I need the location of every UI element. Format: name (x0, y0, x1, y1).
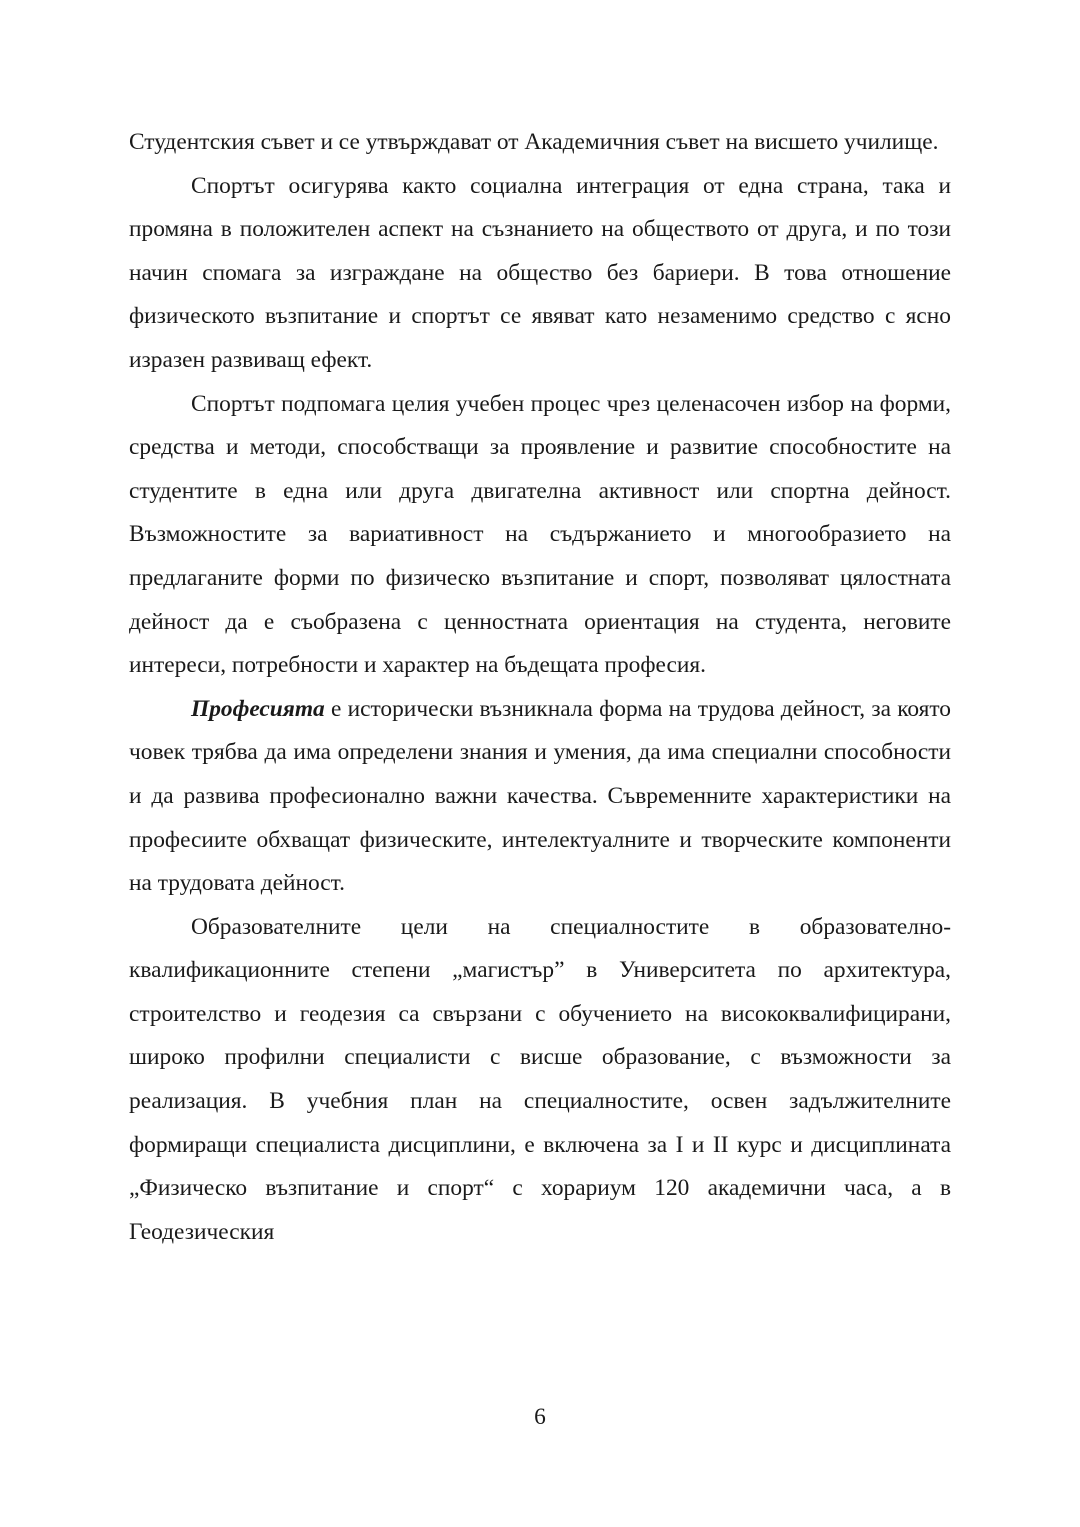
page-number: 6 (534, 1404, 546, 1430)
paragraph-sport-integration: Спортът осигурява както социална интеграция от една страна, така и промяна в положителен аспект на съзнанието на обществото от друга, и по този начин спомага за изграждане на общество без бариери. В това отношение физическото възпитание и спортът се явяват като незаменимо средство с ясно изразен развиващ ефект. (129, 172, 951, 373)
paragraph-sport-learning: Спортът подпомага целия учебен процес чрез целенасочен избор на форми, средства и методи, способстващи за проявление и развитие способностите на студентите в една или друга двигателна активност или спортна дейност. Възможностите за вариативност на съдържанието и многообразието на предлаганите форми по физическо възпитание и спорт, позволяват цялостната дейност да е съобразена с ценностната ориентация на студента, неговите интереси, потребности и характер на бъдещата професия. (129, 390, 951, 679)
paragraph-educational-goals: Образователните цели на специалностите в образователно-квалификационните степени „магистър” в Университета по архитектура, строителство и геодезия са свързани с обучението на висококвалифицирани, широко профилни специалисти с висше образование, с възможности за реализация. В учебния план на специалностите, освен задължителните формиращи специалиста дисциплини, е включена за I и II курс и дисциплината „Физическо възпитание и спорт“ с хорариум 120 академични часа, а в Геодезическия (129, 913, 951, 1245)
paragraph-continued: Студентския съвет и се утвърждават от Академичния съвет на висшето училище. (129, 129, 939, 155)
term-profession: Професията (191, 695, 325, 722)
paragraph-profession-text: е исторически възникнала форма на трудова дейност, за която човек трябва да има определени знания и умения, да има специални способности и да развива професионално важни качества. Съвременните характеристики на професиите обхващат физическите, интелектуалните и творческите компоненти на трудовата дейност. (129, 695, 951, 897)
page-body (129, 121, 951, 1254)
paragraph-profession (129, 688, 951, 906)
